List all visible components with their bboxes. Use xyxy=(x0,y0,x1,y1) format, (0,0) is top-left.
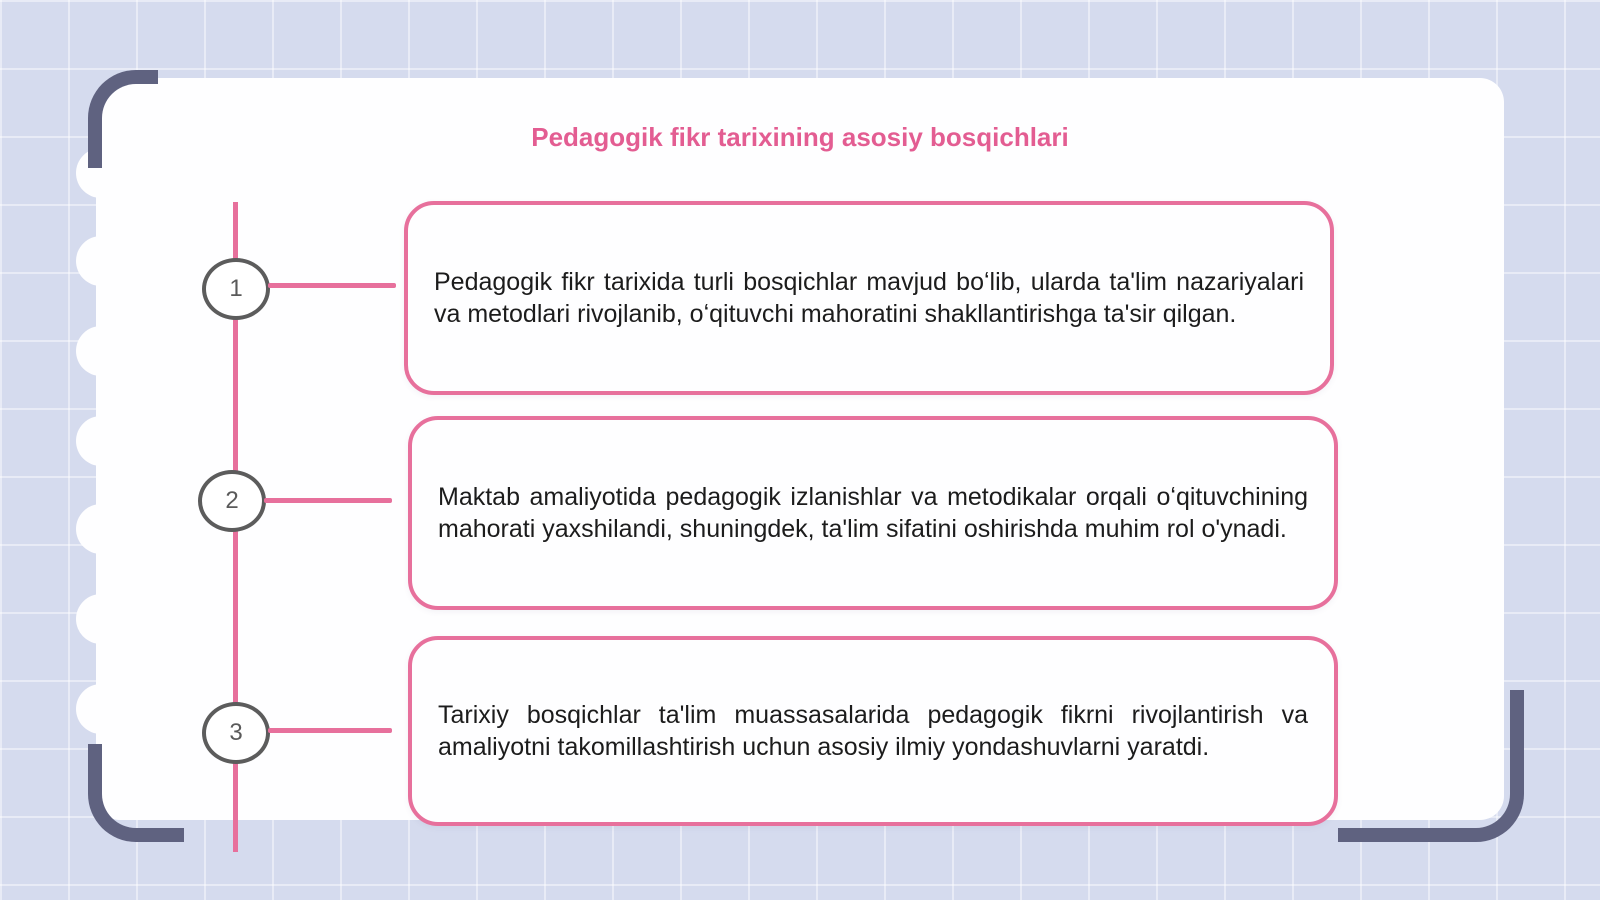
timeline-connector-2 xyxy=(264,498,392,503)
step-card-3 xyxy=(408,636,1338,826)
card-scallop xyxy=(76,326,126,376)
corner-bracket-bottom-left xyxy=(88,744,184,842)
timeline-connector-1 xyxy=(268,283,396,288)
step-text-1: Pedagogik fikr tarixida turli bosqichlar mavjud boʻlib, ularda ta'lim nazariyalari va metodlari rivojlanib, oʻqituvchi mahoratini shakllantirishga ta'sir qilgan. xyxy=(434,268,1304,328)
step-text-3: Tarixiy bosqichlar ta'lim muassasalarida pedagogik fikrni rivojlantirish va amaliyotni takomillashtirish uchun asosiy ilmiy yondashuvlarni yaratdi. xyxy=(438,701,1308,761)
timeline-connector-3 xyxy=(268,728,392,733)
card-scallop xyxy=(76,416,126,466)
step-text-2: Maktab amaliyotida pedagogik izlanishlar va metodikalar orqali oʻqituvchining mahorati yaxshilandi, shuningdek, ta'lim sifatini oshirishda muhim rol o'ynadi. xyxy=(438,483,1308,543)
step-number-2: 2 xyxy=(198,470,266,532)
card-scallop xyxy=(76,504,126,554)
corner-bracket-top-left xyxy=(88,70,158,168)
step-card-2 xyxy=(408,416,1338,610)
corner-bracket-bottom-right xyxy=(1338,690,1524,842)
slide-title: Pedagogik fikr tarixining asosiy bosqichlari xyxy=(531,122,1069,152)
card-scallop xyxy=(76,236,126,286)
card-scallop xyxy=(76,684,126,734)
step-number-1: 1 xyxy=(202,258,270,320)
step-card-1 xyxy=(404,201,1334,395)
card-scallop xyxy=(76,594,126,644)
step-number-3: 3 xyxy=(202,702,270,764)
